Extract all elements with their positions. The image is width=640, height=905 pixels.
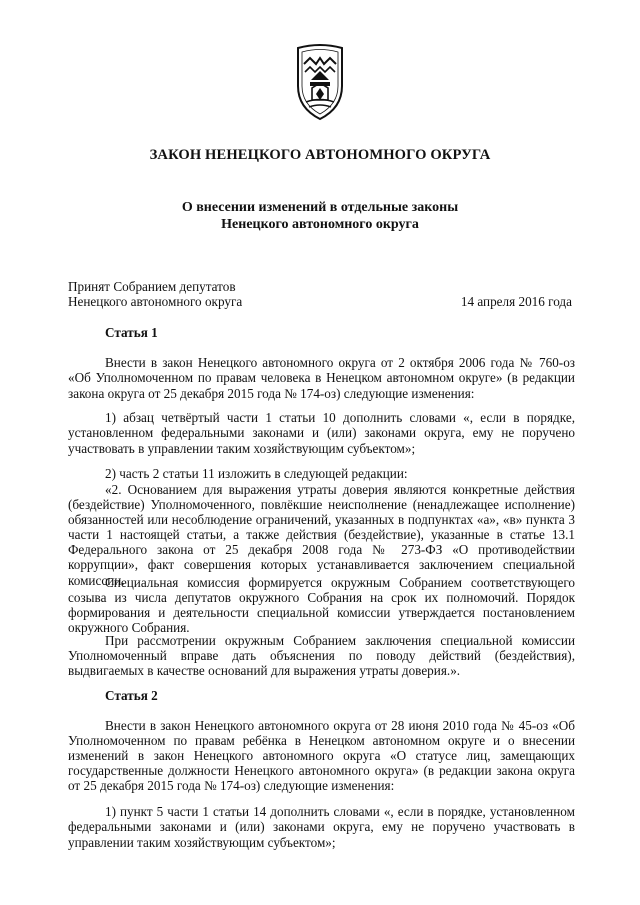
- article-1-quote-3: При рассмотрении окружным Собранием заключения специальной комиссии Уполномоченный вправе дать объяснения по поводу действий (бездействия), выдвигаемых в качестве оснований для выражения утраты доверия.».: [68, 633, 575, 679]
- subtitle-line-1: О внесении изменений в отдельные законы: [181, 200, 459, 215]
- subtitle-line-2: Ненецкого автономного округа: [221, 216, 419, 232]
- adoption-line-2: Ненецкого автономного округа: [68, 294, 243, 309]
- law-title: ЗАКОН НЕНЕЦКОГО АВТОНОМНОГО ОКРУГА: [149, 147, 491, 163]
- coat-of-arms-icon: [290, 42, 350, 122]
- article-2-intro: Внести в закон Ненецкого автономного округа от 28 июня 2010 года № 45-оз «Об Уполномоченном по правам ребёнка в Ненецком автономном округе и о внесении изменений в закон Ненецкого автономного округа «О статусе лиц, замещающих государственные должности Ненецкого автономного округа» (в редакции закона округа от 25 декабря 2015 года № 174-оз) следующие изменения:: [68, 718, 575, 794]
- article-1-quote-2: Специальная комиссия формируется окружным Собранием соответствующего созыва из числа депутатов окружного Собрания на срок их полномочий. Порядок формирования и деятельности специальной комиссии утверждается постановлением окружного Собрания.: [68, 575, 575, 636]
- law-subtitle: [0, 200, 640, 233]
- article-1-heading: Статья 1: [105, 325, 158, 340]
- article-2-heading: Статья 2: [105, 688, 158, 703]
- article-2-item-1: 1) пункт 5 части 1 статьи 14 дополнить словами «, если в порядке, установленном федеральными законами и (или) законами округа, ему не поручено участвовать в управлении таким хозяйствующим субъектом»;: [68, 804, 575, 850]
- article-1-item-2: 2) часть 2 статьи 11 изложить в следующей редакции:: [105, 466, 408, 481]
- article-1-quote-1: «2. Основанием для выражения утраты доверия являются конкретные действия (бездействие) Уполномоченного, повлёкшие неисполнение (ненадлежащее исполнение) обязанностей или несоблюдение ограничений, указанных в подпунктах «а», «в» пункта 3 части 1 настоящей статьи, а также действия (бездействие), указанные в статье 13.1 Федерального закона от 25 декабря 2008 года № 273-ФЗ «О противодействии коррупции», факт совершения которых устанавливается заключением специальной комиссии.: [68, 482, 575, 588]
- adoption-line-1: Принят Собранием депутатов: [68, 279, 236, 294]
- article-1-intro: Внести в закон Ненецкого автономного округа от 2 октября 2006 года № 760-оз «Об Уполномоченном по правам человека в Ненецком автономном округе» (в редакции закона округа от 25 декабря 2015 года № 174-оз) следующие изменения:: [68, 355, 575, 401]
- adoption-date: 14 апреля 2016 года: [460, 294, 572, 309]
- adoption-info: [68, 279, 242, 309]
- article-1-item-1: 1) абзац четвёртый части 1 статьи 10 дополнить словами «, если в порядке, установленном федеральными законами и (или) законами округа, ему не поручено участвовать в управлении таким хозяйствующим субъектом»;: [68, 410, 575, 456]
